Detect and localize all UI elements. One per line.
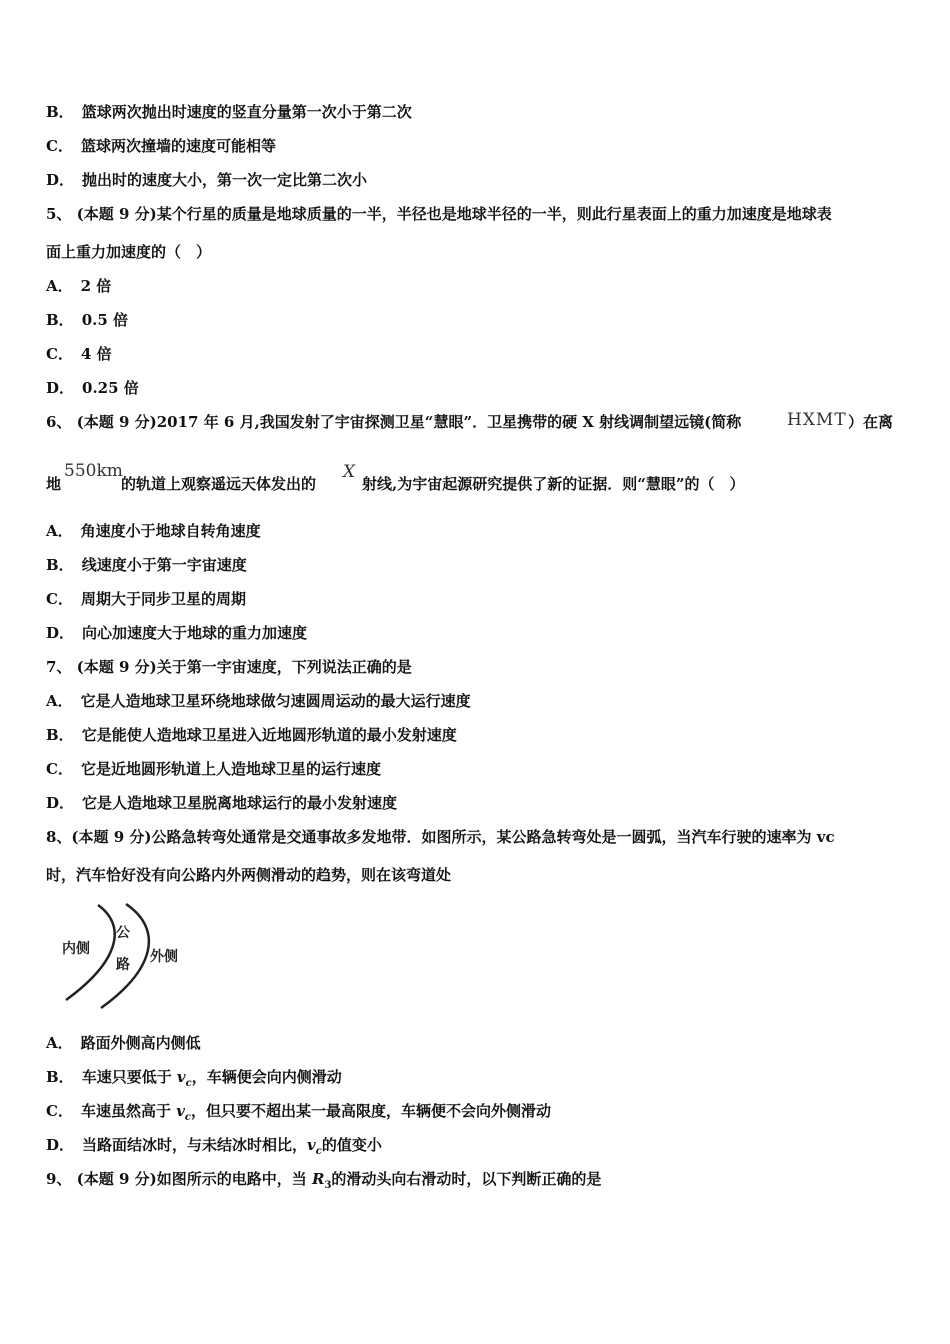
option-text: ，但只要不超出某一最高限度，车辆便不会向外侧滑动 xyxy=(191,1102,552,1120)
x-ray-formula: X xyxy=(343,462,356,482)
q5-stem-line1: 5、 (本题 9 分)某个行星的质量是地球质量的一半，半径也是地球半径的一半，则此行星表面上的重力加速度是地球表 xyxy=(46,205,832,223)
q8-stem-line1: 8、(本题 9 分)公路急转弯处通常是交通事故多发地带．如图所示，某公路急转弯处是一圆弧，当汽车行驶的速率为 vc xyxy=(46,828,835,846)
q8-stem-line2: 时，汽车恰好没有向公路内外两侧滑动的趋势，则在该弯道处 xyxy=(46,866,452,884)
velocity-symbol: v xyxy=(176,1068,186,1086)
option-text: 2 倍 xyxy=(80,277,112,295)
q6-stem-line2-start: 地 xyxy=(46,475,62,493)
q5-option-a xyxy=(46,276,111,296)
q9-text: 9、 (本题 9 分)如图所示的电路中，当 xyxy=(46,1170,312,1188)
option-text: 4 倍 xyxy=(80,345,112,363)
option-text: 0.25 倍 xyxy=(82,379,139,397)
option-text: 向心加速度大于地球的重力加速度 xyxy=(82,624,308,642)
option-letter: C． xyxy=(46,345,73,363)
q5-option-d xyxy=(46,378,139,398)
q7-option-d xyxy=(46,793,397,813)
option-letter: D． xyxy=(46,794,75,812)
option-text: 它是能使人造地球卫星进入近地圆形轨道的最小发射速度 xyxy=(81,726,457,744)
option-text: 车速虽然高于 xyxy=(80,1102,177,1120)
velocity-symbol: v xyxy=(307,1136,316,1154)
option-letter: B． xyxy=(46,556,74,574)
q6-option-a xyxy=(46,521,261,541)
road-label-top: 公 xyxy=(116,925,130,941)
option-text: 它是人造地球卫星环绕地球做匀速圆周运动的最大运行速度 xyxy=(80,692,471,710)
resistor-subscript: 3 xyxy=(324,1180,332,1191)
option-letter: A． xyxy=(46,692,73,710)
velocity-subscript: c xyxy=(185,1078,192,1089)
road-curve-figure xyxy=(46,900,196,1012)
q6-option-d xyxy=(46,623,307,643)
velocity-symbol: v xyxy=(176,1102,185,1120)
q8-option-d xyxy=(46,1135,382,1162)
option-text: 它是人造地球卫星脱离地球运行的最小发射速度 xyxy=(82,794,398,812)
q6-stem-line2-mid: 的轨道上观察遥远天体发出的 xyxy=(121,475,317,493)
option-text: 角速度小于地球自转角速度 xyxy=(80,522,261,540)
option-text: 抛出时的速度大小，第一次一定比第二次小 xyxy=(82,171,368,189)
option-letter: A． xyxy=(46,1034,73,1052)
option-text: 篮球两次抛出时速度的竖直分量第一次小于第二次 xyxy=(81,103,412,121)
option-text: 0.5 倍 xyxy=(81,311,129,329)
q8-option-a xyxy=(46,1033,201,1053)
option-letter: D． xyxy=(46,379,75,397)
option-letter: C． xyxy=(46,760,73,778)
q4-option-c xyxy=(46,136,276,156)
option-text: 它是近地圆形轨道上人造地球卫星的运行速度 xyxy=(80,760,381,778)
outer-side-label: 外侧 xyxy=(150,949,178,965)
option-text: 当路面结冰时，与未结冰时相比， xyxy=(82,1136,308,1154)
q4-option-b xyxy=(46,102,412,122)
q4-option-d xyxy=(46,170,367,190)
option-letter: B． xyxy=(46,726,74,744)
q5-option-b xyxy=(46,310,128,330)
option-text: 的值变小 xyxy=(321,1136,382,1154)
option-letter: B． xyxy=(46,1068,74,1086)
q5-option-c xyxy=(46,344,112,364)
option-letter: D． xyxy=(46,171,75,189)
q7-option-c xyxy=(46,759,381,779)
option-letter: C． xyxy=(46,1102,73,1120)
option-text: 线速度小于第一宇宙速度 xyxy=(81,556,247,574)
q6-option-b xyxy=(46,555,247,575)
road-label-bottom: 路 xyxy=(116,957,130,973)
option-letter: B． xyxy=(46,103,74,121)
q6-option-c xyxy=(46,589,246,609)
option-letter: B． xyxy=(46,311,74,329)
q8-option-c xyxy=(46,1101,551,1128)
option-letter: D． xyxy=(46,624,75,642)
q7-option-a xyxy=(46,691,471,711)
q6-text-end: ）在离 xyxy=(848,413,894,431)
option-letter: A． xyxy=(46,522,73,540)
option-text: ，车辆便会向内侧滑动 xyxy=(191,1068,342,1086)
option-letter: C． xyxy=(46,590,73,608)
q7-stem: 7、 (本题 9 分)关于第一宇宙速度，下列说法正确的是 xyxy=(46,658,412,676)
distance-formula: 550km xyxy=(64,461,123,481)
option-text: 车速只要低于 xyxy=(81,1068,177,1086)
option-text: 周期大于同步卫星的周期 xyxy=(80,590,246,608)
q5-stem-line2: 面上重力加速度的（ ） xyxy=(46,243,212,261)
option-letter: C． xyxy=(46,137,73,155)
q7-option-b xyxy=(46,725,457,745)
velocity-subscript: c xyxy=(184,1112,191,1123)
q9-text: 的滑动头向右滑动时，以下判断正确的是 xyxy=(331,1170,602,1188)
q6-text: 6、 (本题 9 分)2017 年 6 月,我国发射了宇宙探测卫星“慧眼”．卫星携带的硬 X 射线调制望远镜(简称 xyxy=(46,413,742,431)
q6-stem-line2-end: 射线,为宇宙起源研究提供了新的证据．则“慧眼”的（ ） xyxy=(362,475,745,493)
velocity-subscript: c xyxy=(315,1146,322,1157)
resistor-symbol: R xyxy=(311,1170,325,1188)
q9-stem xyxy=(46,1169,601,1196)
option-text: 路面外侧高内侧低 xyxy=(80,1034,201,1052)
option-text: 篮球两次撞墙的速度可能相等 xyxy=(80,137,276,155)
option-letter: D． xyxy=(46,1136,75,1154)
q8-option-b xyxy=(46,1067,342,1094)
inner-side-label: 内侧 xyxy=(62,941,90,957)
q6-stem-line1 xyxy=(46,412,741,432)
option-letter: A． xyxy=(46,277,73,295)
hxmt-formula: HXMT xyxy=(787,410,847,430)
